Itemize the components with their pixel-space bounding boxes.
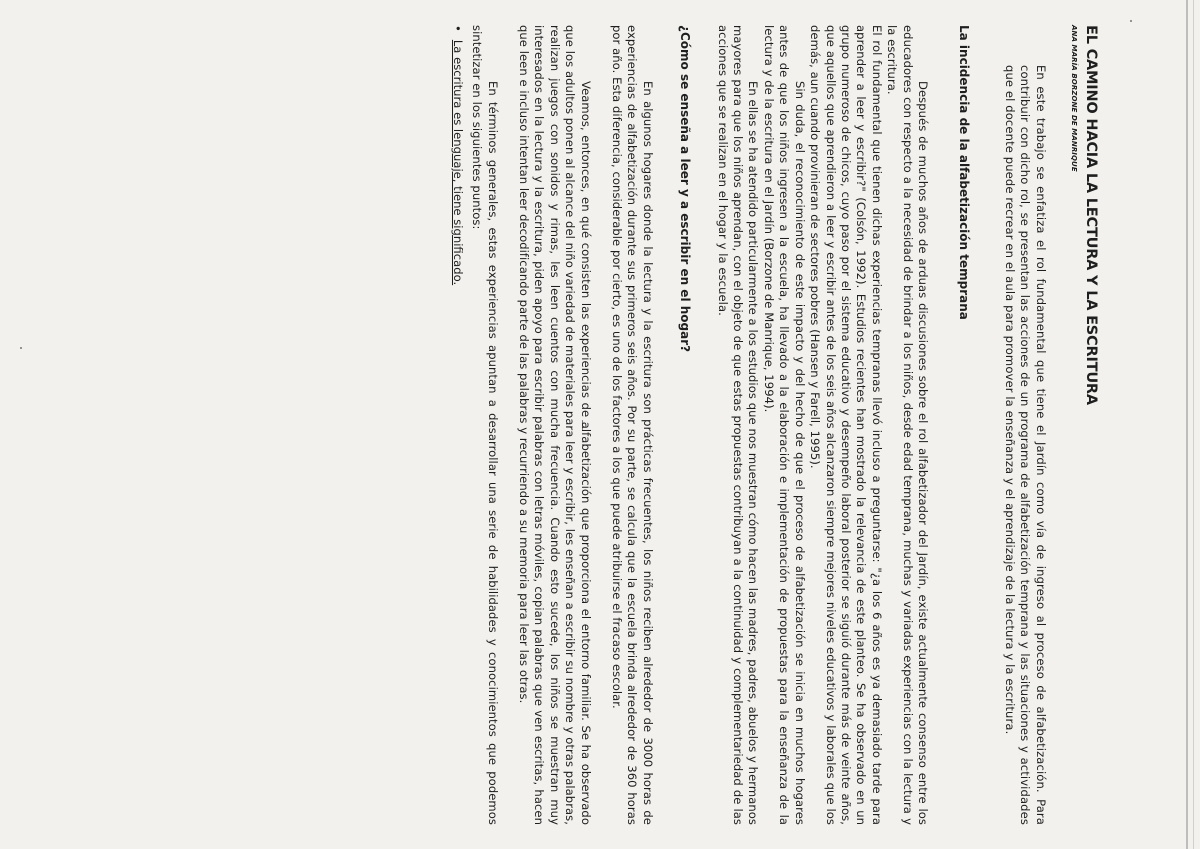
- body-paragraph: En algunos hogares donde la lectura y la escritura son prácticas frecuentes, los niños reciben alrededor de 3000 horas de experiencias de alfabetización durante sus primeros seis años. Por su parte, se calcula que la escuela brinda alrededor de 360 horas por año. Esta diferencia, considerable por cierto, es uno de los factores a los que puede atribuirse el fracaso escolar.: [610, 25, 655, 825]
- scan-speck: [20, 347, 22, 349]
- document-text-block: [100, 25, 1100, 825]
- scan-speck: [1130, 20, 1132, 22]
- bullet-item: [449, 25, 464, 825]
- body-paragraph: El rol fundamental que tienen dichas experiencias tempranas llevó incluso a preguntarse: "¿a los 6 años es ya demasiado tarde para aprender a leer y escribir?" (Colsón, 1992). Estudios recientes han mostrado la relevancia de este planteo. Se ha observado en un grupo numeroso de chicos, cuyo paso por el sistema educativo y desempeño laboral posterior se siguió durante más de veinte años, que aquellos que aprendieron a leer y escribir antes de los seis años alcanzaron siempre mejores niveles educativos y laborales que los demás, aun cuando provinieran de sectores pobres (Hansen y Farell, 1995).: [808, 25, 884, 825]
- body-paragraph: Sin duda, el reconocimiento de este impacto y del hecho de que el proceso de alfabetización se inicia en muchos hogares antes de que los niños ingresen a la escuela, ha llevado a la elaboración e implementación de propuestas para la enseñanza de la lectura y de la escritura en el Jardín (Borzone de Manrique, 1994).: [761, 25, 807, 825]
- intro-paragraph: En este trabajo se enfatiza el rol fundamental que tiene el Jardín como vía de ingreso al proceso de alfabetización. Para contribuir con dicho rol, se presentan las acciones de un programa de alfabetización temprana y las situaciones y actividades que el docente puede recrear en el aula para promover la enseñanza y el aprendizaje de la lectura y la escritura.: [1002, 65, 1048, 825]
- body-paragraph: En ellas se ha atendido particularmente a los estudios que nos muestran cómo hacen las madres, padres, abuelos y hermanos mayores para que los niños aprendan, con el objeto de que estas propuestas contribuyan a la continuidad y complementariedad de las acciones que se realizan en el hogar y la escuela.: [715, 25, 761, 825]
- body-paragraph: En términos generales, estas experiencias apuntan a desarrollar una serie de habilidades y conocimientos que podemos sintetizar en los siguientes puntos:: [470, 25, 500, 825]
- scan-edge-line: [1193, 0, 1194, 849]
- section-heading: ¿Cómo se enseña a leer y a escribir en el hogar?: [678, 25, 693, 353]
- document-author: ANA MARÍA BORZONE DE MANRIQUE: [1070, 25, 1078, 172]
- bullet-dot-icon: •: [450, 25, 465, 32]
- bullet-text: La escritura es lenguaje, tiene significado.: [450, 39, 465, 286]
- document-title: EL CAMINO HACIA LA LECTURA Y LA ESCRITURA: [1083, 25, 1099, 405]
- scan-edge-line: [1186, 0, 1188, 849]
- body-paragraph: Veamos, entonces, en qué consisten las experiencias de alfabetización que proporciona el entorno familiar. Se ha observado que los adultos ponen al alcance del niño variedad de materiales para leer y escribir, les enseñan a escribir su nombre y otras palabras, realizan juegos con sonidos y rimas, les leen cuentos con mucha frecuencia. Cuando esto sucede, los niños se muestran muy interesados en la lectura y la escritura, piden apoyo para escribir palabras con letras móviles, copian palabras que ven escritas, hacen que leen e incluso intentan leer decodificando parte de las palabras y recurriendo a su memoria para leer las otras.: [517, 25, 593, 825]
- section-heading: La incidencia de la alfabetización temprana: [957, 25, 972, 320]
- body-paragraph: Después de muchos años de arduas discusiones sobre el rol alfabetizador del Jardín, existe actualmente consenso entre los educadores con respecto a la necesidad de brindar a los niños, desde edad temprana, muchas y variadas experiencias con la lectura y la escritura.: [885, 25, 930, 825]
